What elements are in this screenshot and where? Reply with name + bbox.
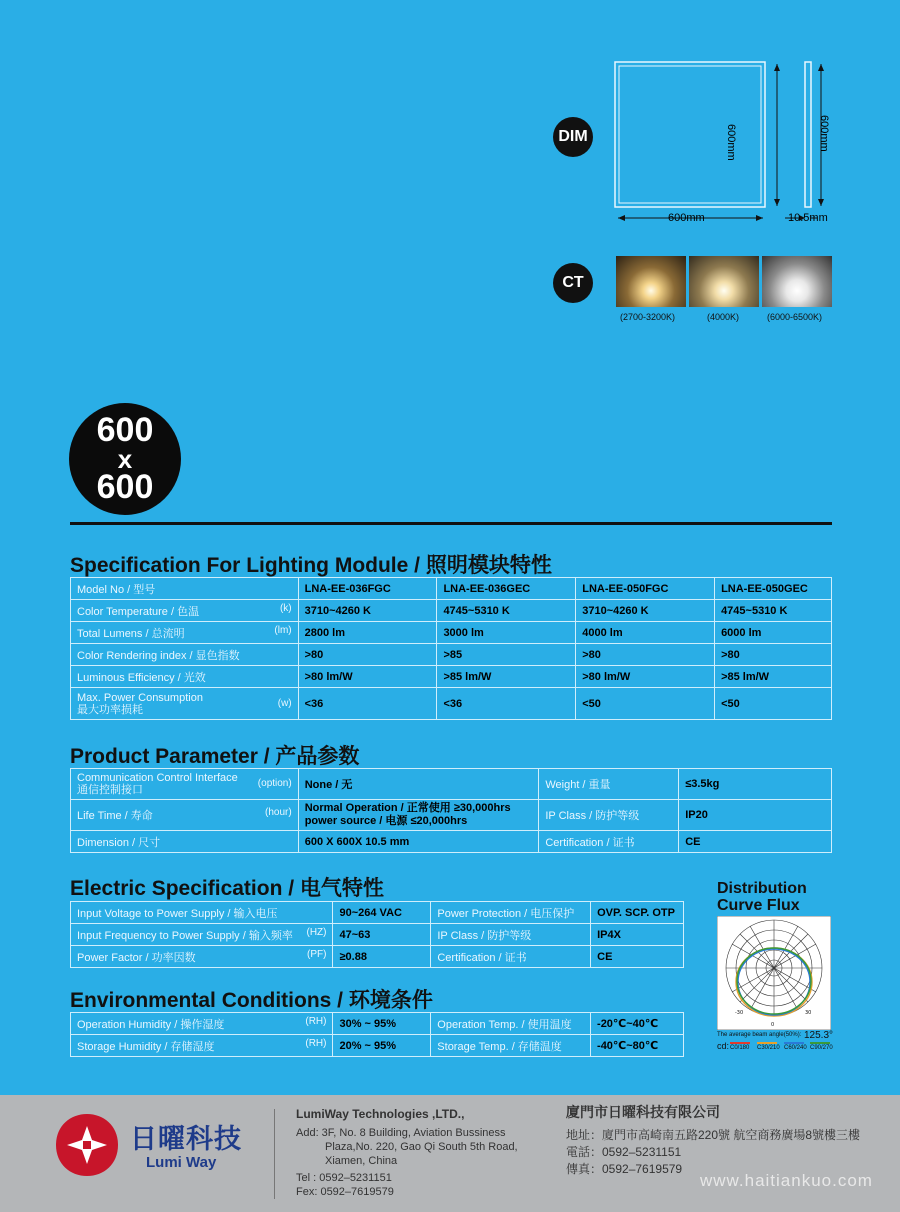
product-label: Dimension / 尺寸 xyxy=(71,831,299,853)
table-row xyxy=(71,578,832,600)
product-label-cn: 通信控制接口 xyxy=(77,784,143,796)
product-label: Weight / 重量 xyxy=(539,769,679,800)
spec-label: Model No / 型号 xyxy=(71,578,299,600)
spec-table xyxy=(70,577,832,720)
size-badge xyxy=(69,403,181,515)
electric-value: 47~63 xyxy=(333,924,431,946)
product-title: Product Parameter / 产品参数 xyxy=(70,745,360,768)
table-row xyxy=(71,1013,684,1035)
electric-label-cell xyxy=(71,946,333,968)
spec-value: >85 xyxy=(437,644,576,666)
spec-value: >85 lm/W xyxy=(437,666,576,688)
table-row xyxy=(71,946,684,968)
logo-cn: 日曜科技 xyxy=(130,1124,242,1154)
address-line: Add: 3F, No. 8 Building, Aviation Bussiness xyxy=(296,1127,506,1139)
spec-label-cell xyxy=(71,688,299,720)
legend-label: C90/270 xyxy=(810,1045,833,1051)
legend-swatch xyxy=(810,1042,830,1044)
legend xyxy=(730,1040,834,1054)
size-badge-line: x xyxy=(117,443,133,474)
environment-label-cell xyxy=(71,1035,333,1057)
address-cn: 地址：廈門市高崎南五路220號 航空商務廣場8號樓三樓 xyxy=(566,1128,861,1142)
tel: Tel : 0592–5231151 xyxy=(296,1172,392,1184)
dim-width-label: 600mm xyxy=(668,212,705,224)
product-label-cell xyxy=(71,769,299,800)
spec-value: 3710~4260 K xyxy=(298,600,437,622)
environment-table xyxy=(70,1012,684,1057)
spec-value: LNA-EE-050GEC xyxy=(715,578,832,600)
dim-side-height-label: 600mm xyxy=(818,115,830,152)
spec-unit: (lm) xyxy=(274,624,292,636)
company-name-cn: 廈門市日曜科技有限公司 xyxy=(566,1105,720,1121)
spec-title: Specification For Lighting Module / 照明模块特性 xyxy=(70,554,552,577)
product-label: Communication Control Interface xyxy=(77,772,238,784)
table-row xyxy=(71,800,832,831)
ct-caption: (4000K) xyxy=(707,312,740,322)
electric-value: IP4X xyxy=(591,924,684,946)
divider xyxy=(70,522,832,525)
electric-unit: (PF) xyxy=(307,948,327,960)
table-row xyxy=(71,666,832,688)
environment-label: Storage Temp. / 存储温度 xyxy=(431,1035,591,1057)
watermark: www.haitiankuo.com xyxy=(700,1171,873,1190)
electric-label: Power Factor / 功率因数 xyxy=(77,951,196,964)
product-label: IP Class / 防护等级 xyxy=(539,800,679,831)
spec-value: >80 xyxy=(576,644,715,666)
electric-unit: (HZ) xyxy=(306,926,327,938)
spec-value: >80 lm/W xyxy=(298,666,437,688)
spec-label: Color Temperature / 色温 xyxy=(77,605,200,618)
product-label: Certification / 证书 xyxy=(539,831,679,853)
electric-value: 90~264 VAC xyxy=(333,902,431,924)
spec-value: 2800 lm xyxy=(298,622,437,644)
product-value: IP20 xyxy=(679,800,832,831)
legend-label: C60/240 xyxy=(784,1045,807,1051)
spec-value: >85 lm/W xyxy=(715,666,832,688)
footer xyxy=(0,1095,900,1212)
spec-value: LNA-EE-036FGC xyxy=(298,578,437,600)
product-table xyxy=(70,768,832,853)
fax-cn: 傳真：0592–7619579 xyxy=(566,1162,683,1176)
spec-value: <50 xyxy=(715,688,832,720)
table-row xyxy=(71,600,832,622)
environment-label: Operation Temp. / 使用温度 xyxy=(431,1013,591,1035)
spec-value: 4745~5310 K xyxy=(715,600,832,622)
table-row xyxy=(71,644,832,666)
table-row xyxy=(71,1035,684,1057)
distribution-title-line: Distribution xyxy=(717,880,807,897)
spec-value: >80 xyxy=(298,644,437,666)
spec-label: Max. Power Consumption xyxy=(77,691,203,704)
electric-label: Certification / 证书 xyxy=(431,946,591,968)
footer-divider xyxy=(274,1109,275,1199)
beam-angle-value: 125.3° xyxy=(804,1030,834,1041)
svg-text:-30: -30 xyxy=(735,1010,744,1016)
product-value: power source / 电源 ≤20,000hrs xyxy=(304,815,468,827)
environment-label: Storage Humidity / 存储湿度 xyxy=(77,1040,215,1053)
spec-value: LNA-EE-036GEC xyxy=(437,578,576,600)
spec-value: 4745~5310 K xyxy=(437,600,576,622)
company-name-en: LumiWay Technologies ,LTD., xyxy=(296,1107,465,1121)
spec-unit: (w) xyxy=(277,697,292,709)
product-value-cell xyxy=(298,800,539,831)
electric-value: ≥0.88 xyxy=(333,946,431,968)
electric-label: Power Protection / 电压保护 xyxy=(431,902,591,924)
spec-value: <36 xyxy=(437,688,576,720)
electric-label-cell xyxy=(71,924,333,946)
legend-swatch xyxy=(784,1042,804,1044)
environment-value: 30% ~ 95% xyxy=(333,1013,431,1035)
spec-value: <50 xyxy=(576,688,715,720)
address-line: Plaza,No. 220, Gao Qi South 5th Road, xyxy=(325,1141,518,1153)
polar-curve-chart xyxy=(717,916,831,1030)
product-value: ≤3.5kg xyxy=(679,769,832,800)
ct-caption: (6000-6500K) xyxy=(767,312,823,322)
table-row xyxy=(71,831,832,853)
environment-label-cell xyxy=(71,1013,333,1035)
logo-en: Lumi Way xyxy=(146,1154,217,1171)
address-line: Xiamen, China xyxy=(325,1155,398,1167)
distribution-title xyxy=(717,880,807,914)
environment-unit: (RH) xyxy=(305,1015,327,1027)
environment-value: -20℃~40℃ xyxy=(591,1013,684,1035)
electric-value: OVP. SCP. OTP xyxy=(591,902,684,924)
environment-title: Environmental Conditions / 环境条件 xyxy=(70,989,433,1012)
spec-label: Luminous Efficiency / 光效 xyxy=(71,666,299,688)
spec-label: Total Lumens / 总流明 xyxy=(77,627,185,640)
spec-value: 3000 lm xyxy=(437,622,576,644)
spec-value: 3710~4260 K xyxy=(576,600,715,622)
lumiway-logo-icon xyxy=(52,1112,122,1178)
size-badge-line: 600 xyxy=(96,411,154,450)
table-row xyxy=(71,688,832,720)
table-row xyxy=(71,769,832,800)
distribution-title-line: Curve Flux xyxy=(717,897,800,914)
dim-badge: DIM xyxy=(553,117,593,157)
electric-title: Electric Specification / 电气特性 xyxy=(70,877,384,900)
size-badge-line: 600 xyxy=(96,468,154,507)
table-row xyxy=(71,924,684,946)
product-label-cell xyxy=(71,800,299,831)
electric-table xyxy=(70,901,684,968)
spec-label-cn: 最大功率损耗 xyxy=(77,703,143,716)
legend-swatch xyxy=(757,1042,777,1044)
legend-prefix: cd: xyxy=(717,1041,730,1051)
table-row xyxy=(71,902,684,924)
spec-value: <36 xyxy=(298,688,437,720)
product-label: Life Time / 寿命 xyxy=(77,810,153,822)
legend-swatch xyxy=(730,1042,750,1044)
ct-neutral-swatch xyxy=(689,256,759,307)
fax: Fex: 0592–7619579 xyxy=(296,1186,394,1198)
environment-value: -40℃~80℃ xyxy=(591,1035,684,1057)
spec-value: LNA-EE-050FGC xyxy=(576,578,715,600)
environment-unit: (RH) xyxy=(305,1037,327,1049)
electric-value: CE xyxy=(591,946,684,968)
beam-angle-text: The average beam angle(50%): xyxy=(717,1032,802,1038)
ct-cool-swatch xyxy=(762,256,832,307)
legend-label: C30/210 xyxy=(757,1045,780,1051)
environment-value: 20% ~ 95% xyxy=(333,1035,431,1057)
spec-value: >80 lm/W xyxy=(576,666,715,688)
legend-label: C0/180 xyxy=(730,1045,750,1051)
svg-text:0: 0 xyxy=(771,1022,775,1028)
dim-height-label: 600mm xyxy=(725,124,737,161)
product-value: None / 无 xyxy=(298,769,539,800)
tel-cn: 電話：0592–5231151 xyxy=(566,1145,682,1159)
environment-label: Operation Humidity / 操作湿度 xyxy=(77,1018,225,1031)
product-value: CE xyxy=(679,831,832,853)
product-unit: (hour) xyxy=(265,807,292,818)
electric-label: Input Frequency to Power Supply / 输入频率 xyxy=(77,929,293,942)
spec-label: Color Rendering index / 显色指数 xyxy=(71,644,299,666)
table-row xyxy=(71,622,832,644)
spec-value: 6000 lm xyxy=(715,622,832,644)
electric-label: Input Voltage to Power Supply / 输入电压 xyxy=(71,902,333,924)
product-value: Normal Operation / 正常使用 ≥30,000hrs xyxy=(304,802,511,814)
ct-caption: (2700-3200K) xyxy=(620,312,676,322)
product-unit: (option) xyxy=(257,778,292,789)
ct-warm-swatch xyxy=(616,256,686,307)
product-value: 600 X 600X 10.5 mm xyxy=(298,831,539,853)
spec-label-cell xyxy=(71,600,299,622)
dim-thickness-label: 10.5mm xyxy=(788,212,828,224)
spec-value: >80 xyxy=(715,644,832,666)
spec-label-cell xyxy=(71,622,299,644)
ct-badge: CT xyxy=(553,263,593,303)
spec-value: 4000 lm xyxy=(576,622,715,644)
electric-label: IP Class / 防护等级 xyxy=(431,924,591,946)
spec-unit: (k) xyxy=(279,602,292,614)
svg-text:30: 30 xyxy=(805,1010,812,1016)
